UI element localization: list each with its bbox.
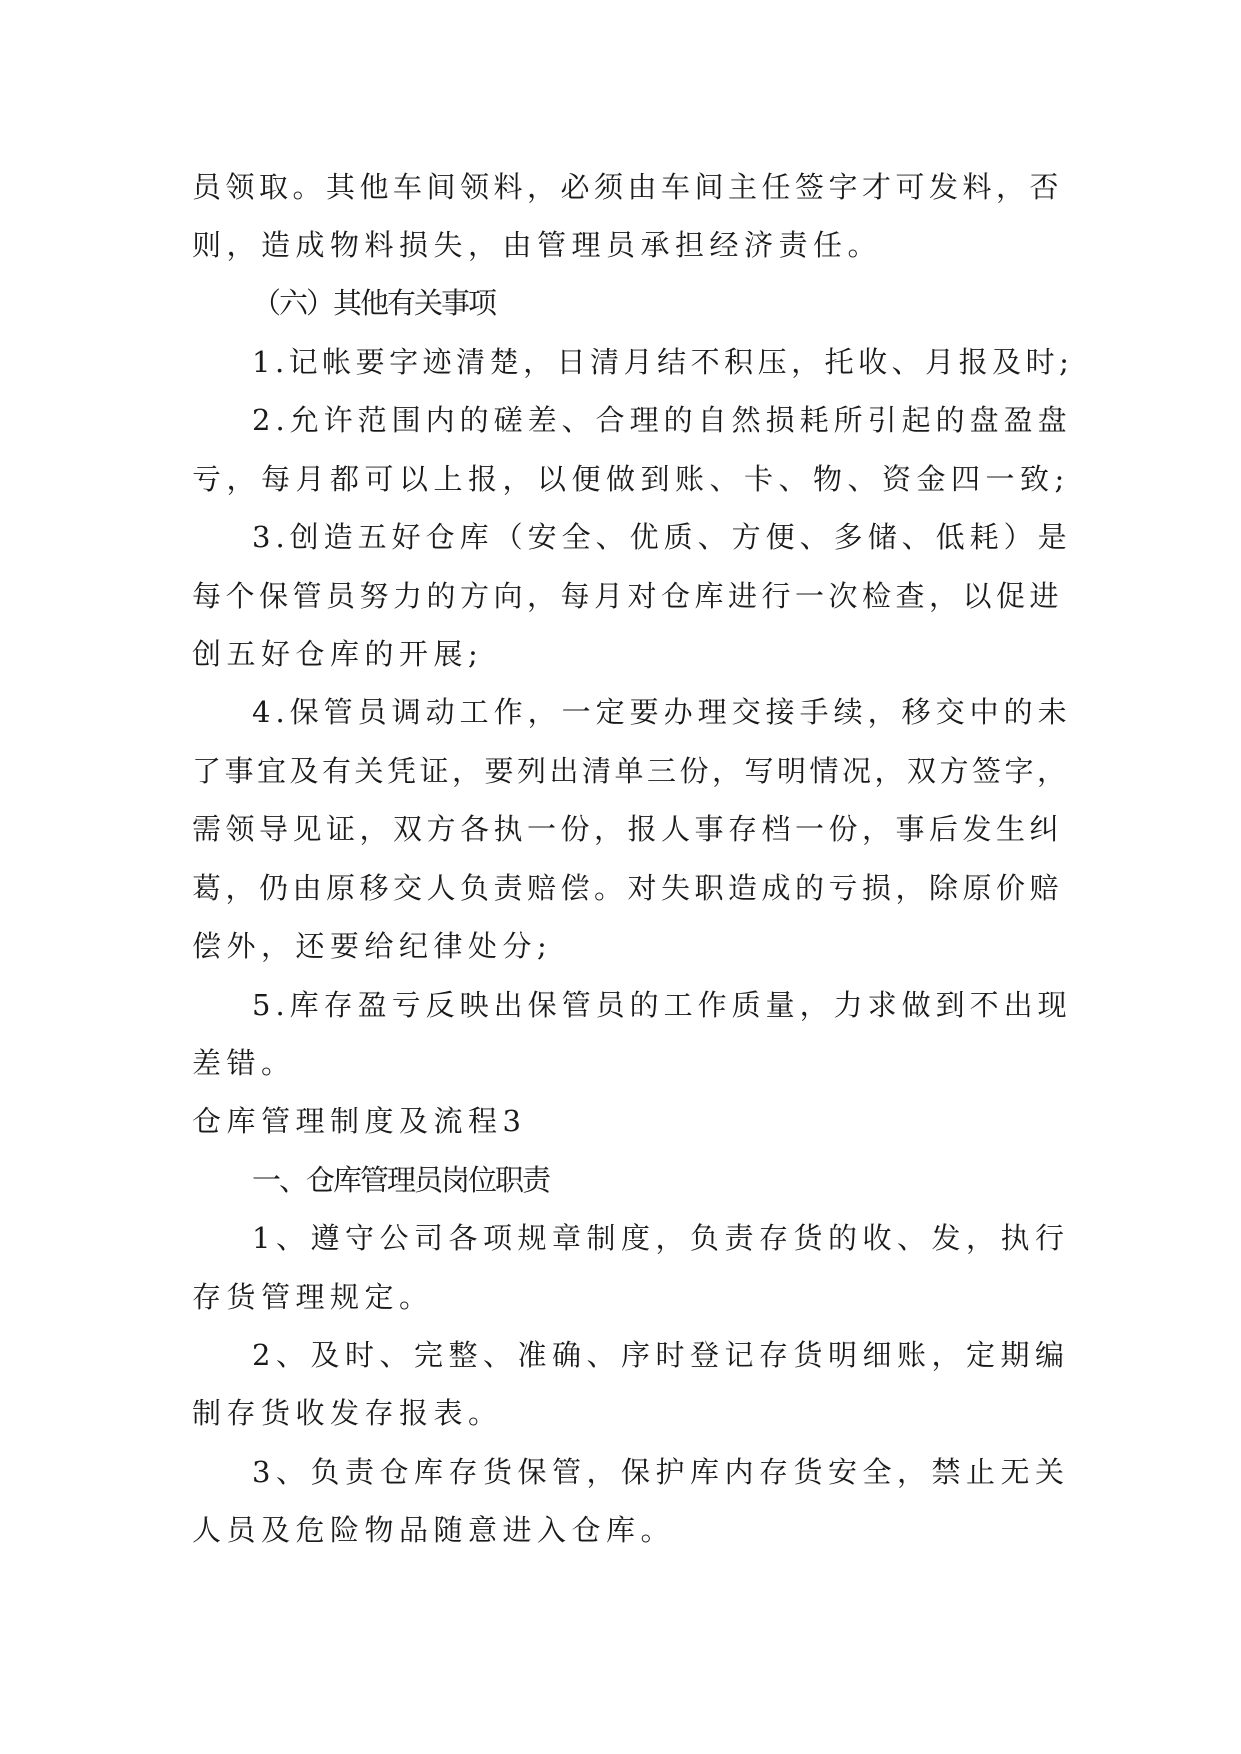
list-item-4: 4.保管员调动工作，一定要办理交接手续，移交中的未 [252,695,1072,729]
body-line: 创五好仓库的开展; [192,637,484,671]
duty-item-1: 1、遵守公司各项规章制度，负责存货的收、发，执行 [252,1221,1070,1255]
body-line: 亏，每月都可以上报，以便做到账、卡、物、资金四一致; [192,462,1070,496]
body-line: 人员及危险物品随意进入仓库。 [192,1513,676,1547]
list-item-3: 3.创造五好仓库（安全、优质、方便、多储、低耗）是 [252,520,1072,554]
list-item-2: 2.允许范围内的磋差、合理的自然损耗所引起的盘盈盘 [252,403,1072,437]
body-line: 每个保管员努力的方向，每月对仓库进行一次检查，以促进 [192,579,1064,613]
body-line: 员领取。其他车间领料，必须由车间主任签字才可发料，否 [192,170,1064,204]
body-line: 偿外，还要给纪律处分; [192,929,553,963]
list-item-1: 1.记帐要字迹清楚，日清月结不积压，托收、月报及时; [252,345,1074,379]
document-section-title: 仓库管理制度及流程3 [192,1104,527,1138]
body-line: 葛，仍由原移交人负责赔偿。对失职造成的亏损，除原价赔 [192,871,1064,905]
body-line: 存货管理规定。 [192,1280,434,1314]
duty-item-2: 2、及时、完整、准确、序时登记存货明细账，定期编 [252,1338,1070,1372]
section-heading: （六）其他有关事项 [252,286,496,320]
section-heading: 一、仓库管理员岗位职责 [252,1163,550,1197]
body-line: 了事宜及有关凭证，要列出清单三份，写明情况，双方签字， [192,754,1070,788]
list-item-5: 5.库存盈亏反映出保管员的工作质量，力求做到不出现 [252,988,1072,1022]
body-line: 需领导见证，双方各执一份，报人事存档一份，事后发生纠 [192,812,1064,846]
duty-item-3: 3、负责仓库存货保管，保护库内存货安全，禁止无关 [252,1455,1070,1489]
body-line: 制存货收发存报表。 [192,1396,503,1430]
body-line: 差错。 [192,1046,296,1080]
body-line: 则，造成物料损失，由管理员承担经济责任。 [192,228,883,262]
